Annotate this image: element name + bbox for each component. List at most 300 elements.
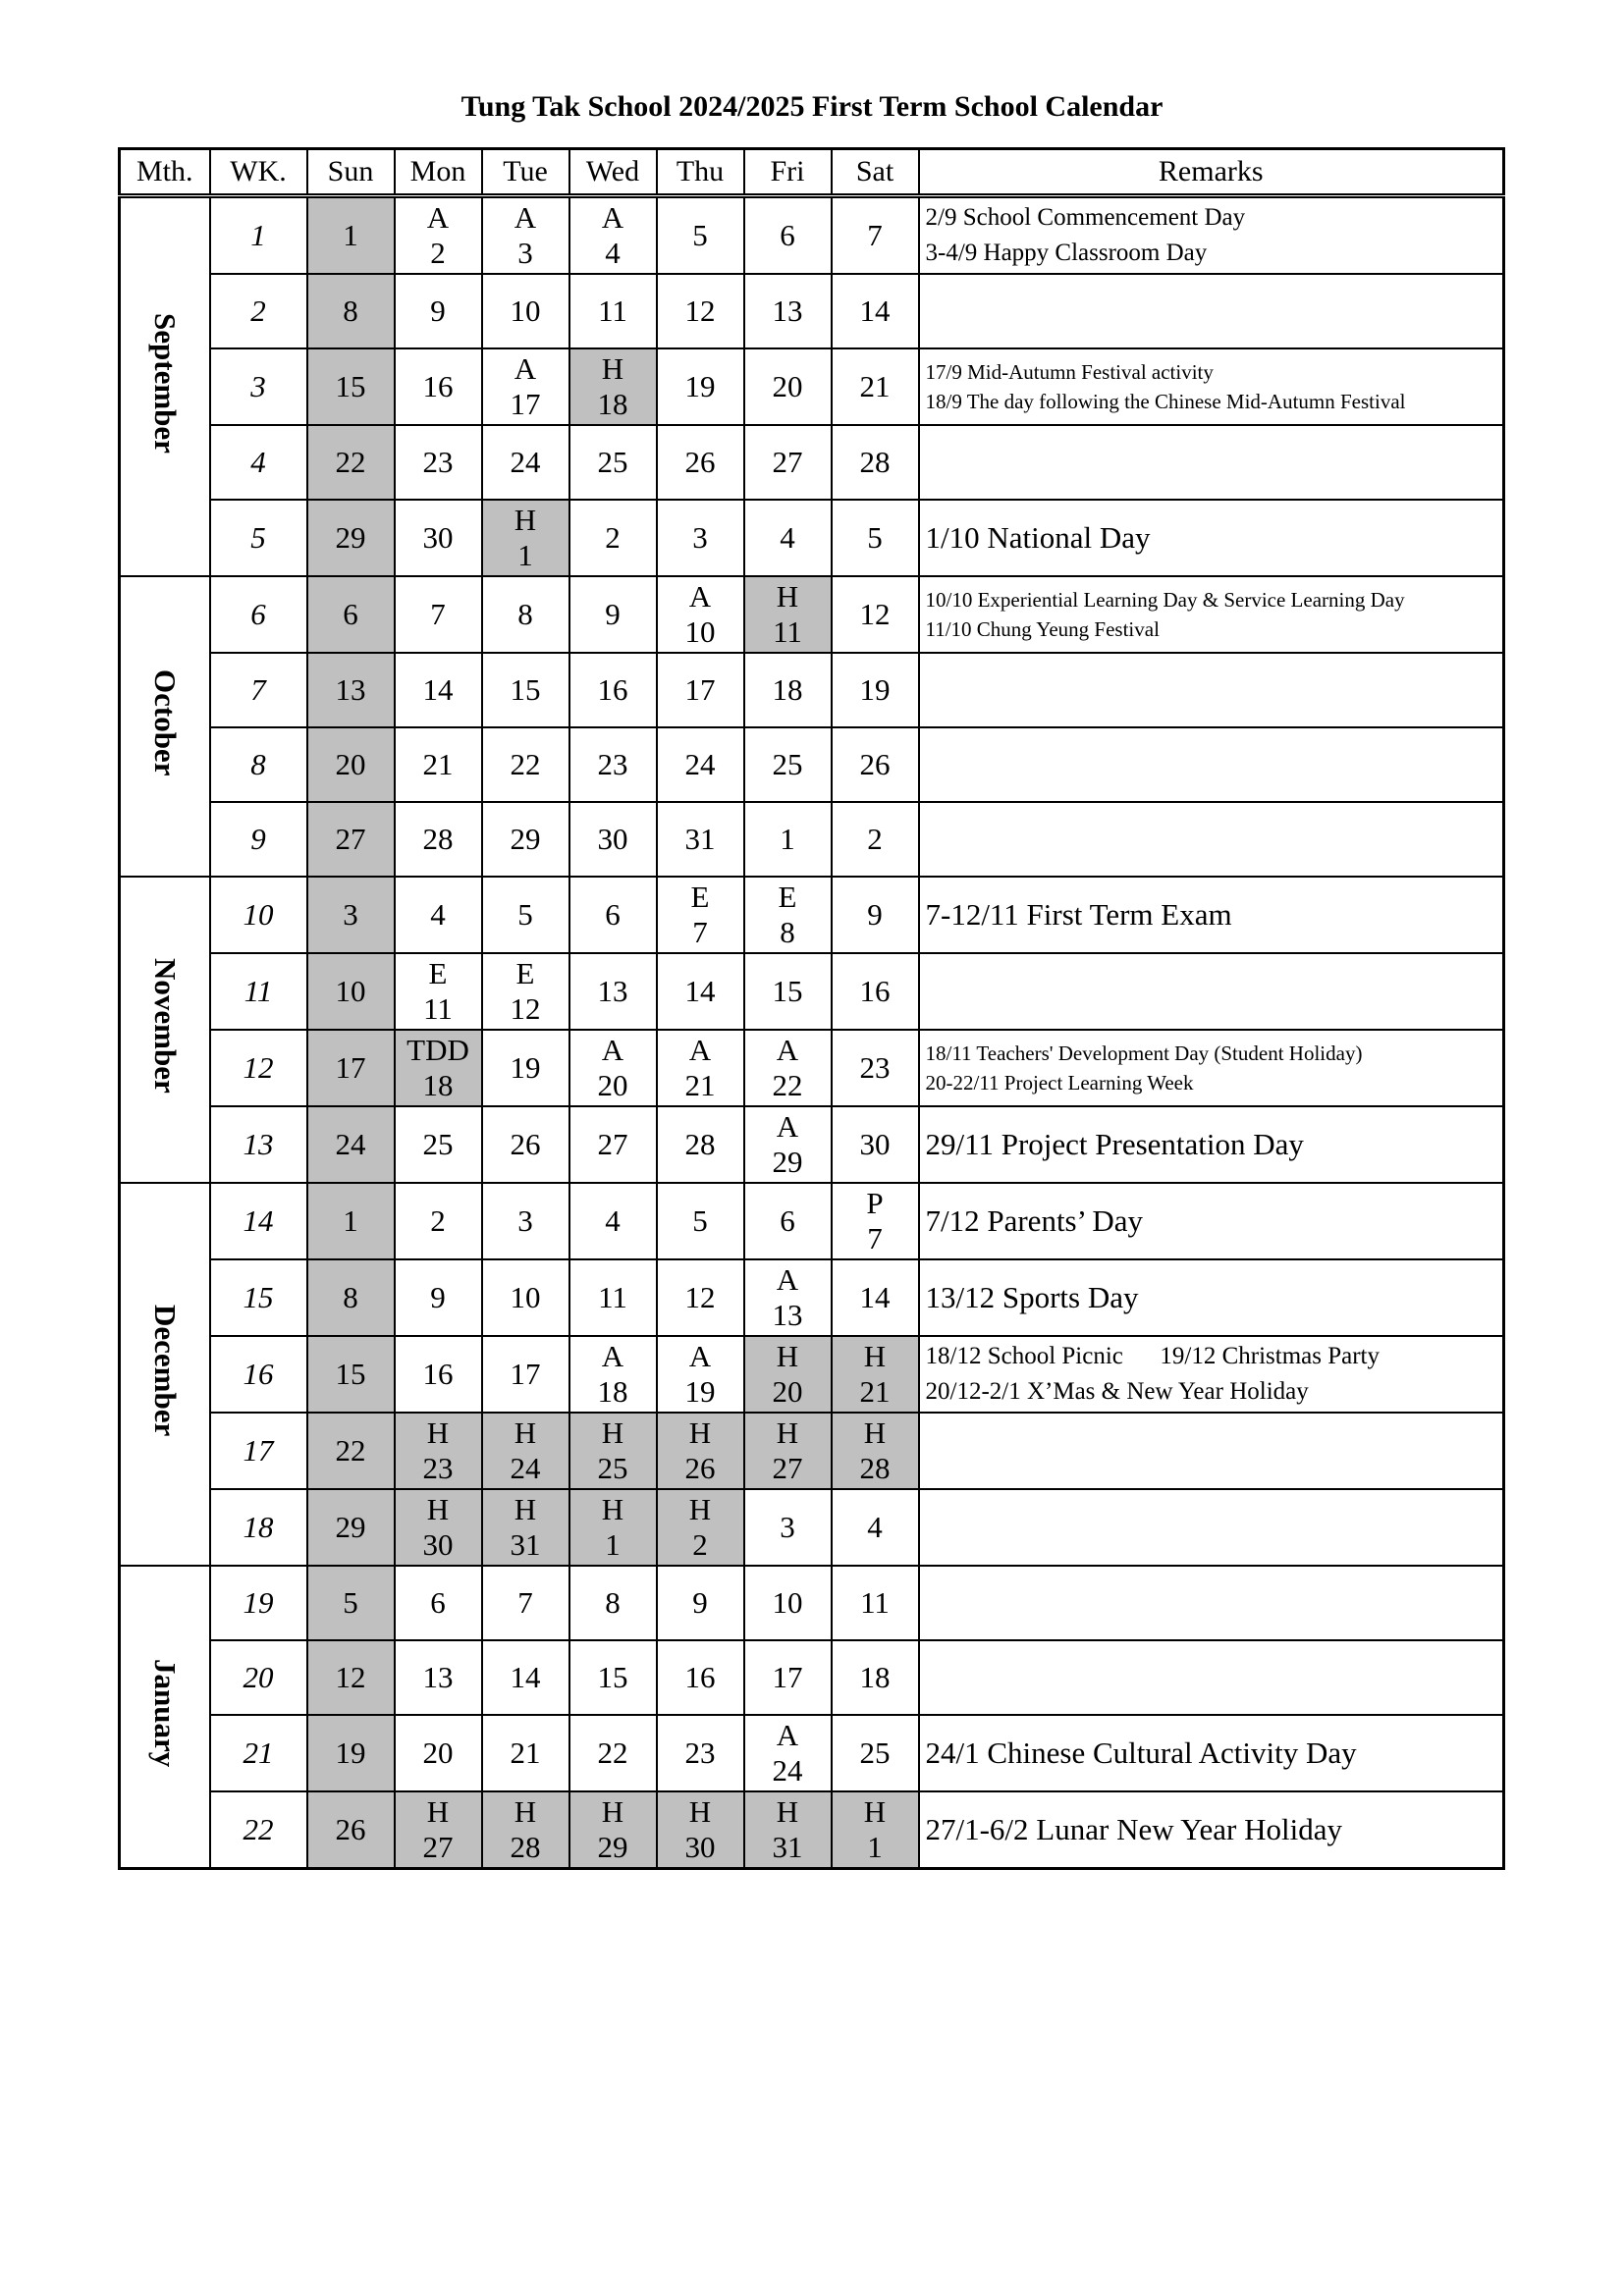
remarks-cell xyxy=(919,802,1504,877)
day-cell-sun xyxy=(307,953,395,1030)
day-cell-tue xyxy=(482,1566,569,1640)
day-number: 28 xyxy=(859,445,891,479)
month-label: November xyxy=(147,958,183,1094)
remarks-cell xyxy=(919,1413,1504,1489)
day-code: H xyxy=(688,1794,712,1829)
day-cell-sun xyxy=(307,802,395,877)
day-number: 7 xyxy=(867,1221,883,1255)
remark-line: 10/10 Experiential Learning Day & Service Learning Day xyxy=(925,588,1405,612)
day-cell-fri xyxy=(744,1183,832,1259)
day-code: A xyxy=(688,1033,712,1067)
week-row xyxy=(120,802,1504,877)
day-code: H xyxy=(514,503,537,537)
day-code: E xyxy=(778,880,797,914)
day-cell-tue xyxy=(482,1106,569,1183)
day-number: 30 xyxy=(597,822,628,856)
week-row xyxy=(120,274,1504,348)
day-cell-fri xyxy=(744,1640,832,1715)
day-cell-mon xyxy=(395,953,482,1030)
day-number: 27 xyxy=(772,1451,803,1485)
day-number: 21 xyxy=(510,1735,541,1770)
day-cell-sun xyxy=(307,425,395,500)
day-number: 14 xyxy=(859,294,891,328)
day-cell-sun xyxy=(307,727,395,802)
day-cell-thu xyxy=(657,196,744,275)
week-row xyxy=(120,1489,1504,1566)
day-number: 25 xyxy=(772,747,803,781)
day-cell-mon xyxy=(395,1183,482,1259)
day-number: 31 xyxy=(684,822,716,856)
day-number: 21 xyxy=(859,1374,891,1409)
day-number: 5 xyxy=(692,218,708,252)
week-number: 5 xyxy=(210,500,307,576)
day-cell-mon xyxy=(395,576,482,653)
day-number: 14 xyxy=(510,1660,541,1694)
day-cell-thu xyxy=(657,1030,744,1106)
day-number: 14 xyxy=(859,1280,891,1314)
day-number: 13 xyxy=(597,974,628,1008)
day-cell-fri xyxy=(744,802,832,877)
day-cell-fri xyxy=(744,1336,832,1413)
day-number: 25 xyxy=(597,1451,628,1485)
week-number: 1 xyxy=(210,196,307,275)
remarks-cell xyxy=(919,196,1504,275)
day-number: 16 xyxy=(859,974,891,1008)
day-cell-sat xyxy=(832,1030,919,1106)
day-cell-sat xyxy=(832,196,919,275)
day-cell-thu xyxy=(657,653,744,727)
day-number: 23 xyxy=(859,1050,891,1085)
month-cell xyxy=(120,877,210,1183)
day-number: 28 xyxy=(422,822,454,856)
week-number: 13 xyxy=(210,1106,307,1183)
day-number: 1 xyxy=(867,1830,883,1864)
day-cell-thu xyxy=(657,425,744,500)
day-code: H xyxy=(601,1794,624,1829)
day-cell-sun xyxy=(307,1566,395,1640)
day-number: 22 xyxy=(335,1433,366,1468)
day-number: 16 xyxy=(684,1660,716,1694)
day-cell-mon xyxy=(395,196,482,275)
day-number: 6 xyxy=(780,1203,795,1238)
day-code: H xyxy=(514,1794,537,1829)
day-number: 23 xyxy=(422,445,454,479)
day-number: 2 xyxy=(867,822,883,856)
day-number: 27 xyxy=(335,822,366,856)
day-cell-thu xyxy=(657,877,744,953)
day-number: 22 xyxy=(772,1068,803,1102)
day-cell-tue xyxy=(482,802,569,877)
day-cell-mon xyxy=(395,1566,482,1640)
day-number: 1 xyxy=(343,1203,358,1238)
day-number: 4 xyxy=(867,1510,883,1544)
day-cell-sun xyxy=(307,1259,395,1336)
day-number: 5 xyxy=(517,897,533,932)
remarks-cell xyxy=(919,1715,1504,1791)
day-number: 14 xyxy=(422,672,454,707)
day-number: 20 xyxy=(335,747,366,781)
day-code: H xyxy=(776,1794,799,1829)
remark-line: 20/12-2/1 X’Mas & New Year Holiday xyxy=(925,1378,1309,1405)
day-number: 12 xyxy=(859,597,891,631)
day-cell-sun xyxy=(307,1640,395,1715)
day-cell-thu xyxy=(657,1791,744,1869)
day-number: 4 xyxy=(605,236,621,270)
day-number: 3 xyxy=(692,520,708,555)
day-number: 26 xyxy=(859,747,891,781)
day-cell-thu xyxy=(657,727,744,802)
day-code: H xyxy=(776,1415,799,1450)
day-number: 10 xyxy=(510,294,541,328)
day-cell-mon xyxy=(395,500,482,576)
day-cell-sun xyxy=(307,196,395,275)
day-cell-tue xyxy=(482,425,569,500)
day-number: 6 xyxy=(430,1585,446,1620)
day-number: 27 xyxy=(597,1127,628,1161)
day-cell-wed xyxy=(569,1106,657,1183)
day-cell-tue xyxy=(482,1259,569,1336)
remark-line: 20-22/11 Project Learning Week xyxy=(925,1071,1194,1095)
day-number: 17 xyxy=(510,1357,541,1391)
week-row xyxy=(120,1030,1504,1106)
day-number: 12 xyxy=(684,1280,716,1314)
day-number: 21 xyxy=(422,747,454,781)
week-number: 16 xyxy=(210,1336,307,1413)
day-cell-sun xyxy=(307,576,395,653)
day-cell-mon xyxy=(395,274,482,348)
day-cell-sat xyxy=(832,727,919,802)
day-cell-tue xyxy=(482,500,569,576)
day-cell-sat xyxy=(832,802,919,877)
day-number: 24 xyxy=(510,1451,541,1485)
day-code: TDD xyxy=(406,1033,469,1067)
day-number: 28 xyxy=(510,1830,541,1864)
day-cell-sun xyxy=(307,1030,395,1106)
day-cell-fri xyxy=(744,1259,832,1336)
day-code: H xyxy=(426,1794,450,1829)
month-cell xyxy=(120,1183,210,1566)
day-cell-thu xyxy=(657,576,744,653)
remarks-cell xyxy=(919,1791,1504,1869)
day-number: 4 xyxy=(430,897,446,932)
day-cell-thu xyxy=(657,500,744,576)
day-code: H xyxy=(863,1794,887,1829)
day-code: H xyxy=(776,1339,799,1373)
day-cell-sun xyxy=(307,1106,395,1183)
header-remarks: Remarks xyxy=(919,149,1504,196)
day-cell-sun xyxy=(307,1489,395,1566)
day-cell-thu xyxy=(657,1183,744,1259)
week-number: 17 xyxy=(210,1413,307,1489)
day-cell-fri xyxy=(744,1030,832,1106)
week-row xyxy=(120,1640,1504,1715)
day-number: 12 xyxy=(510,991,541,1026)
day-number: 28 xyxy=(684,1127,716,1161)
day-cell-mon xyxy=(395,1106,482,1183)
day-number: 18 xyxy=(597,387,628,421)
week-row xyxy=(120,576,1504,653)
day-number: 5 xyxy=(343,1585,358,1620)
day-cell-wed xyxy=(569,1489,657,1566)
day-cell-mon xyxy=(395,1259,482,1336)
day-code: A xyxy=(601,1339,624,1373)
day-number: 1 xyxy=(343,218,358,252)
day-number: 1 xyxy=(780,822,795,856)
day-cell-tue xyxy=(482,1640,569,1715)
day-number: 16 xyxy=(597,672,628,707)
remark-line: 1/10 National Day xyxy=(925,520,1151,555)
day-number: 19 xyxy=(684,1374,716,1409)
day-number: 30 xyxy=(422,520,454,555)
day-number: 13 xyxy=(772,294,803,328)
day-number: 22 xyxy=(335,445,366,479)
week-row xyxy=(120,727,1504,802)
day-number: 24 xyxy=(772,1753,803,1788)
day-cell-thu xyxy=(657,1106,744,1183)
day-code: A xyxy=(514,200,537,235)
day-cell-fri xyxy=(744,1106,832,1183)
month-cell xyxy=(120,576,210,877)
day-code: H xyxy=(601,1415,624,1450)
month-label: September xyxy=(147,312,183,454)
day-cell-wed xyxy=(569,500,657,576)
remark-line: 2/9 School Commencement Day xyxy=(925,204,1246,231)
day-code: H xyxy=(688,1492,712,1526)
day-number: 5 xyxy=(867,520,883,555)
remarks-cell xyxy=(919,1259,1504,1336)
day-cell-fri xyxy=(744,576,832,653)
day-cell-sat xyxy=(832,1640,919,1715)
day-cell-sat xyxy=(832,653,919,727)
day-cell-fri xyxy=(744,425,832,500)
day-code: H xyxy=(514,1492,537,1526)
day-number: 17 xyxy=(684,672,716,707)
day-cell-thu xyxy=(657,953,744,1030)
day-number: 11 xyxy=(598,294,627,328)
day-cell-mon xyxy=(395,877,482,953)
day-cell-sun xyxy=(307,1791,395,1869)
day-cell-fri xyxy=(744,500,832,576)
day-cell-tue xyxy=(482,1791,569,1869)
day-number: 20 xyxy=(422,1735,454,1770)
remarks-cell xyxy=(919,348,1504,425)
month-label: January xyxy=(147,1658,183,1768)
day-number: 19 xyxy=(510,1050,541,1085)
day-number: 13 xyxy=(335,672,366,707)
remark-line: 7-12/11 First Term Exam xyxy=(925,897,1232,932)
day-number: 20 xyxy=(597,1068,628,1102)
remarks-cell xyxy=(919,1336,1504,1413)
day-number: 6 xyxy=(605,897,621,932)
day-number: 24 xyxy=(335,1127,366,1161)
day-cell-tue xyxy=(482,653,569,727)
day-cell-fri xyxy=(744,1489,832,1566)
remarks-cell xyxy=(919,953,1504,1030)
day-cell-mon xyxy=(395,727,482,802)
day-number: 10 xyxy=(684,614,716,649)
week-number: 15 xyxy=(210,1259,307,1336)
header-week: WK. xyxy=(210,149,307,196)
week-row xyxy=(120,196,1504,275)
day-cell-fri xyxy=(744,727,832,802)
day-number: 26 xyxy=(684,1451,716,1485)
day-number: 12 xyxy=(684,294,716,328)
day-number: 2 xyxy=(430,1203,446,1238)
day-cell-wed xyxy=(569,1336,657,1413)
week-number: 19 xyxy=(210,1566,307,1640)
week-row xyxy=(120,348,1504,425)
remarks-cell xyxy=(919,1566,1504,1640)
day-number: 24 xyxy=(684,747,716,781)
day-cell-mon xyxy=(395,802,482,877)
day-number: 9 xyxy=(867,897,883,932)
week-row xyxy=(120,953,1504,1030)
day-number: 31 xyxy=(510,1527,541,1562)
week-number: 2 xyxy=(210,274,307,348)
day-number: 11 xyxy=(598,1280,627,1314)
remarks-cell xyxy=(919,274,1504,348)
day-cell-mon xyxy=(395,1030,482,1106)
day-cell-sat xyxy=(832,1259,919,1336)
day-cell-fri xyxy=(744,1566,832,1640)
month-cell xyxy=(120,1566,210,1869)
remarks-cell xyxy=(919,727,1504,802)
remark-line: 17/9 Mid-Autumn Festival activity xyxy=(925,360,1214,384)
day-number: 15 xyxy=(597,1660,628,1694)
day-number: 27 xyxy=(772,445,803,479)
day-cell-wed xyxy=(569,953,657,1030)
week-number: 21 xyxy=(210,1715,307,1791)
day-cell-wed xyxy=(569,196,657,275)
remark-line: 13/12 Sports Day xyxy=(925,1280,1139,1314)
day-number: 1 xyxy=(605,1527,621,1562)
day-cell-mon xyxy=(395,425,482,500)
day-cell-sat xyxy=(832,425,919,500)
day-cell-sat xyxy=(832,1106,919,1183)
day-number: 7 xyxy=(867,218,883,252)
remark-line: 3-4/9 Happy Classroom Day xyxy=(925,240,1208,266)
day-cell-wed xyxy=(569,802,657,877)
day-code: A xyxy=(776,1718,799,1752)
day-number: 21 xyxy=(859,369,891,403)
day-number: 19 xyxy=(859,672,891,707)
week-number: 18 xyxy=(210,1489,307,1566)
day-code: A xyxy=(514,351,537,386)
month-label: October xyxy=(147,668,183,776)
day-number: 18 xyxy=(597,1374,628,1409)
header-sat: Sat xyxy=(832,149,919,196)
day-number: 1 xyxy=(517,538,533,572)
day-cell-fri xyxy=(744,653,832,727)
day-number: 11 xyxy=(860,1585,890,1620)
day-code: A xyxy=(601,200,624,235)
day-number: 12 xyxy=(335,1660,366,1694)
day-cell-tue xyxy=(482,1030,569,1106)
day-number: 3 xyxy=(517,236,533,270)
week-row xyxy=(120,1259,1504,1336)
week-number: 14 xyxy=(210,1183,307,1259)
day-number: 30 xyxy=(859,1127,891,1161)
remark-line: 18/12 School Picnic 19/12 Christmas Party xyxy=(925,1343,1380,1369)
day-cell-wed xyxy=(569,727,657,802)
remarks-cell xyxy=(919,1030,1504,1106)
day-code: H xyxy=(426,1415,450,1450)
day-number: 9 xyxy=(430,294,446,328)
day-number: 29 xyxy=(772,1145,803,1179)
day-cell-sun xyxy=(307,653,395,727)
day-cell-sat xyxy=(832,576,919,653)
day-code: H xyxy=(601,1492,624,1526)
day-number: 23 xyxy=(684,1735,716,1770)
remark-line: 29/11 Project Presentation Day xyxy=(925,1127,1304,1161)
day-cell-sat xyxy=(832,1715,919,1791)
day-number: 19 xyxy=(335,1735,366,1770)
day-number: 31 xyxy=(772,1830,803,1864)
day-code: A xyxy=(601,1033,624,1067)
day-code: H xyxy=(514,1415,537,1450)
day-cell-fri xyxy=(744,1715,832,1791)
day-code: E xyxy=(690,880,710,914)
day-number: 7 xyxy=(517,1585,533,1620)
remarks-cell xyxy=(919,877,1504,953)
day-code: E xyxy=(428,956,448,990)
day-cell-sat xyxy=(832,1791,919,1869)
remarks-cell xyxy=(919,1183,1504,1259)
remarks-cell xyxy=(919,425,1504,500)
day-number: 26 xyxy=(684,445,716,479)
day-number: 20 xyxy=(772,1374,803,1409)
day-cell-sat xyxy=(832,274,919,348)
day-cell-sat xyxy=(832,1183,919,1259)
day-cell-sun xyxy=(307,500,395,576)
day-cell-sun xyxy=(307,1183,395,1259)
day-number: 9 xyxy=(430,1280,446,1314)
day-number: 13 xyxy=(772,1298,803,1332)
day-cell-wed xyxy=(569,425,657,500)
day-cell-tue xyxy=(482,1183,569,1259)
day-code: P xyxy=(866,1186,884,1220)
day-number: 4 xyxy=(780,520,795,555)
day-cell-mon xyxy=(395,348,482,425)
day-number: 21 xyxy=(684,1068,716,1102)
day-number: 9 xyxy=(605,597,621,631)
day-code: A xyxy=(688,1339,712,1373)
week-number: 4 xyxy=(210,425,307,500)
day-number: 29 xyxy=(335,520,366,555)
week-number: 8 xyxy=(210,727,307,802)
day-code: A xyxy=(688,579,712,614)
day-number: 19 xyxy=(684,369,716,403)
week-number: 7 xyxy=(210,653,307,727)
day-number: 26 xyxy=(510,1127,541,1161)
header-tue: Tue xyxy=(482,149,569,196)
day-cell-tue xyxy=(482,877,569,953)
week-row xyxy=(120,877,1504,953)
page-title: Tung Tak School 2024/2025 First Term School Calendar xyxy=(460,90,1164,123)
day-cell-tue xyxy=(482,196,569,275)
day-code: H xyxy=(688,1415,712,1450)
day-cell-tue xyxy=(482,953,569,1030)
day-number: 8 xyxy=(780,915,795,949)
day-cell-sat xyxy=(832,1566,919,1640)
week-number: 9 xyxy=(210,802,307,877)
remark-line: 11/10 Chung Yeung Festival xyxy=(925,617,1160,641)
day-cell-tue xyxy=(482,727,569,802)
day-cell-wed xyxy=(569,877,657,953)
day-number: 3 xyxy=(343,897,358,932)
month-cell xyxy=(120,196,210,577)
header-row xyxy=(120,149,1504,196)
